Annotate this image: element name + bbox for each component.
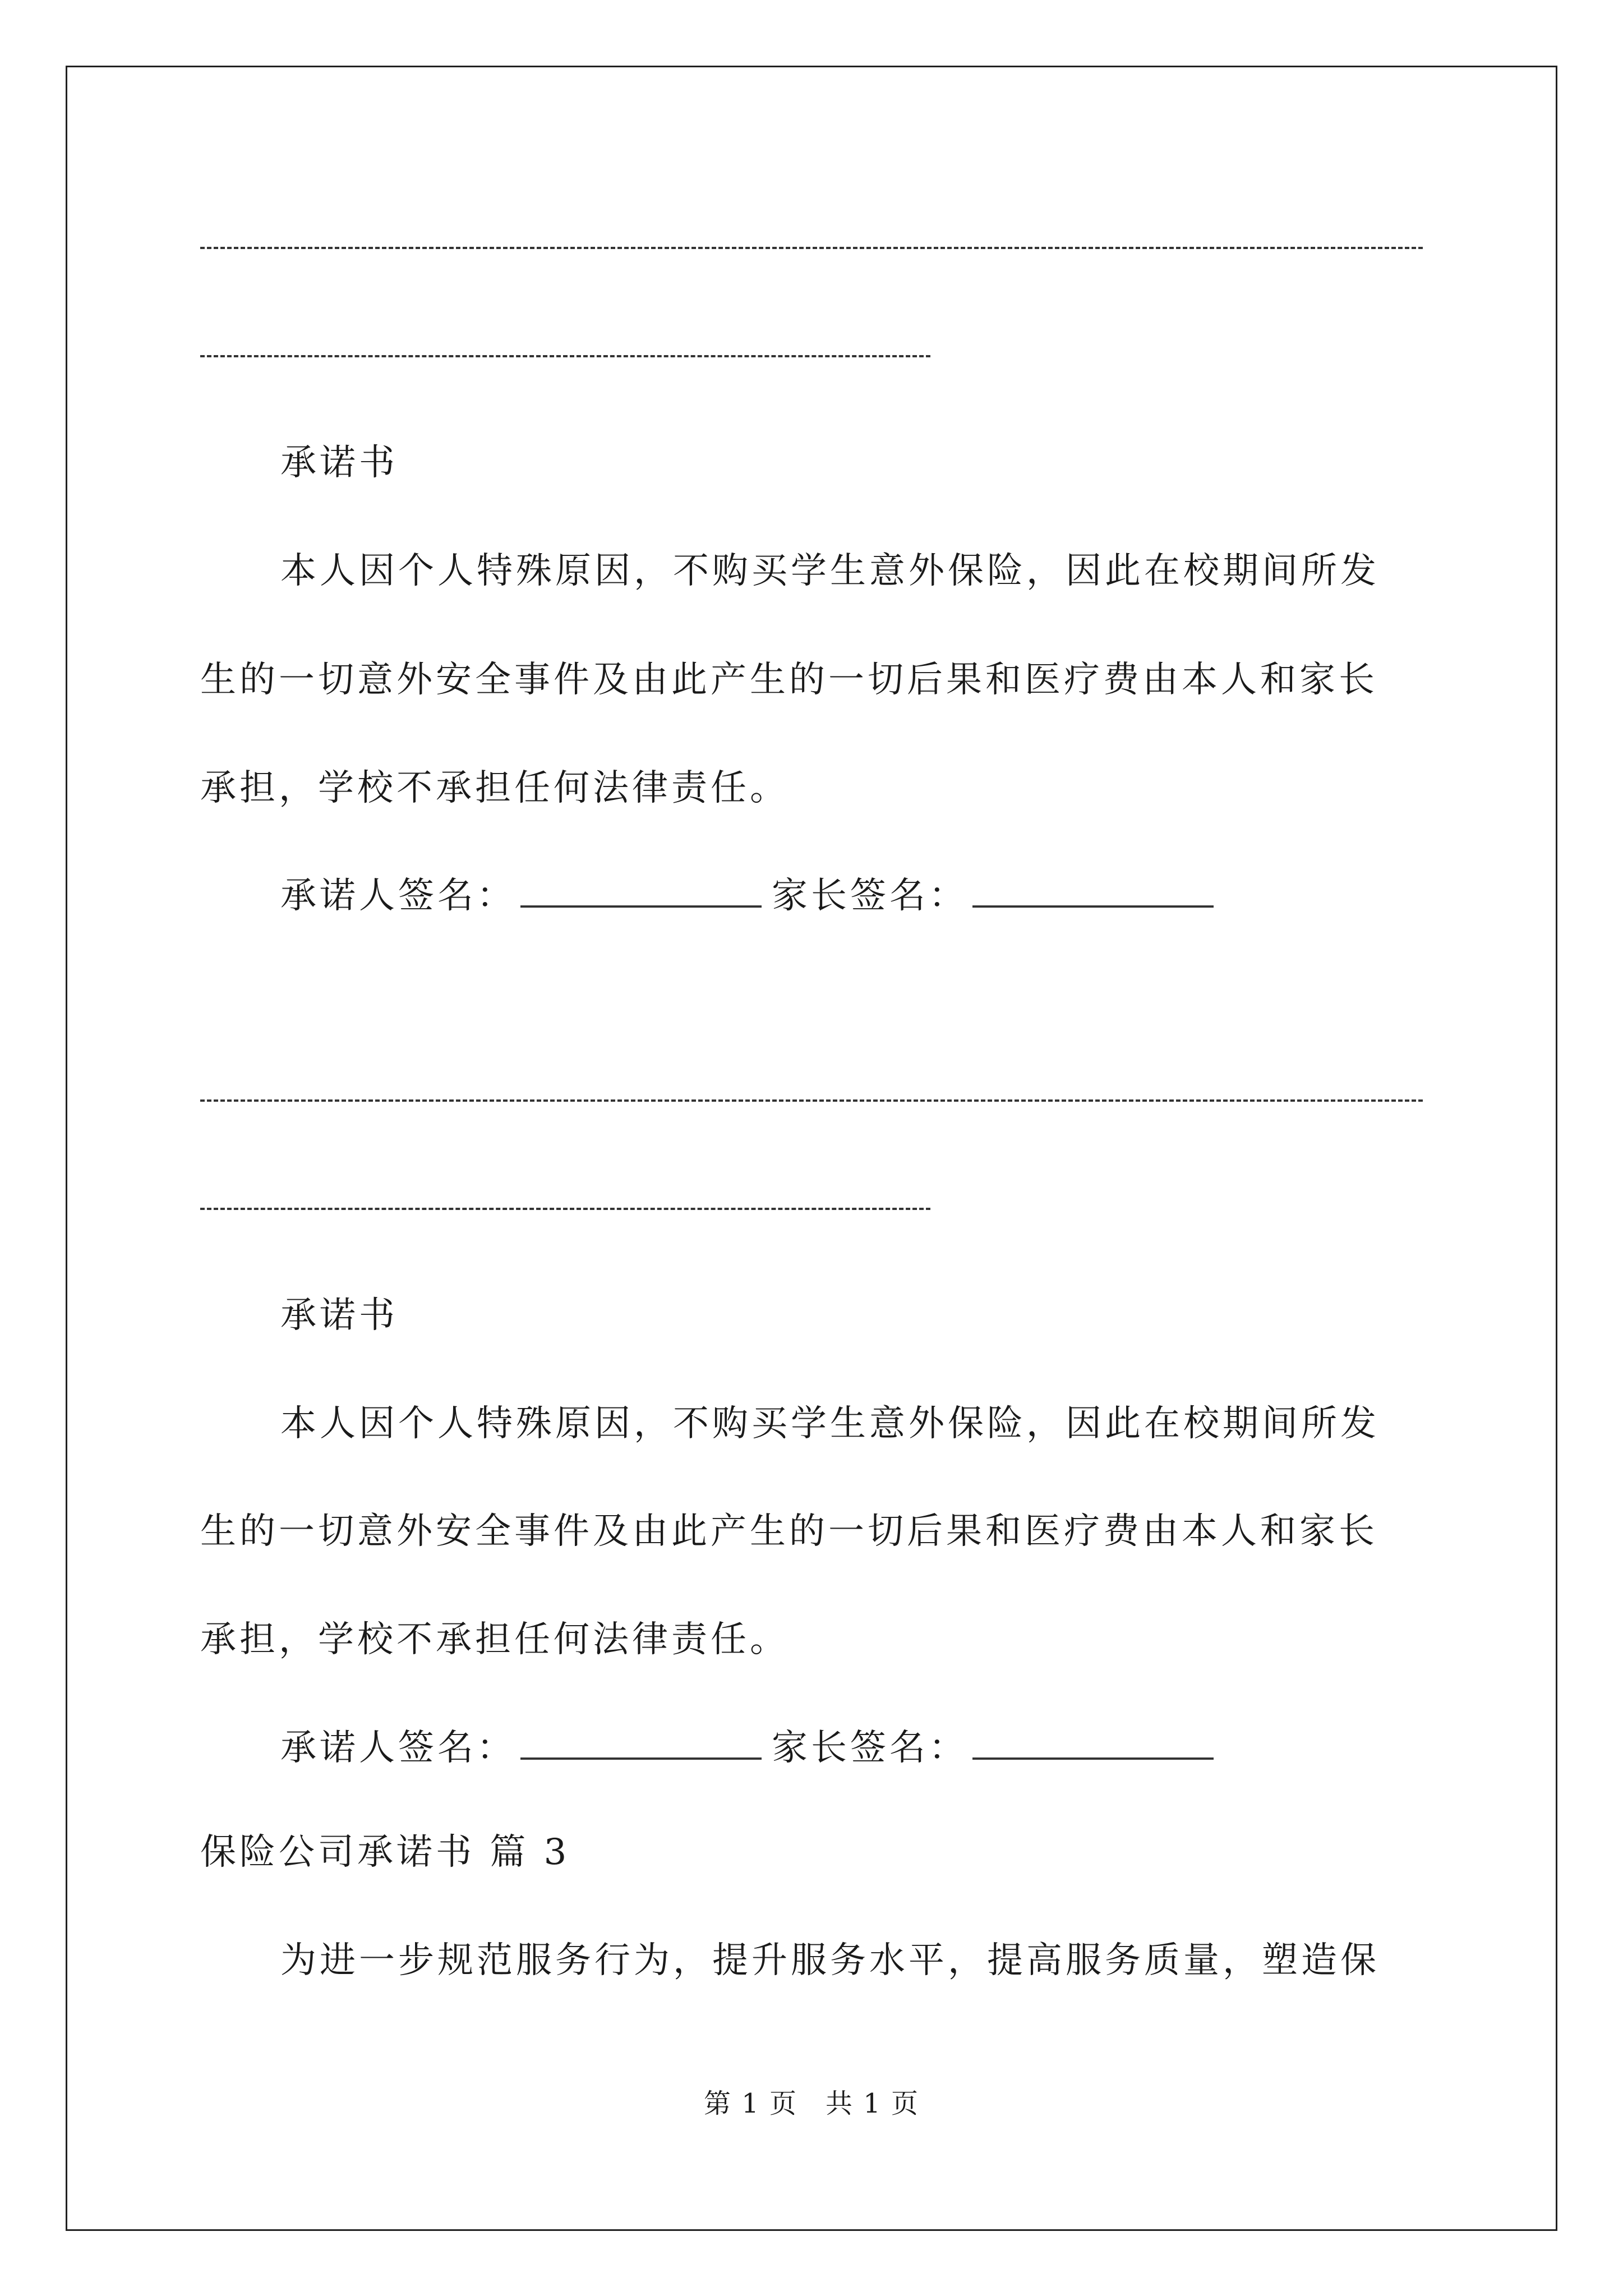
parent-signature-blank (972, 905, 1214, 908)
parent-signature-label: 家长签名： (772, 1727, 968, 1769)
section-title: 承诺书 (280, 1295, 398, 1336)
dashed-separator (200, 1099, 1423, 1102)
page-total: 共 1 页 (826, 2088, 920, 2119)
parent-signature-blank (972, 1757, 1214, 1760)
body-line: 本人因个人特殊原因，不购买学生意外保险，因此在校期间所发 (280, 550, 1380, 592)
body-line: 本人因个人特殊原因，不购买学生意外保险，因此在校期间所发 (280, 1403, 1380, 1444)
signature-line (280, 1726, 1214, 1770)
signature-line (280, 873, 1214, 918)
parent-signature-label: 家长签名： (772, 875, 968, 917)
body-line: 承担，学校不承担任何法律责任。 (200, 767, 789, 809)
section-title: 承诺书 (280, 442, 398, 484)
dashed-separator (200, 1208, 930, 1210)
page-border (66, 66, 1557, 2231)
signature-blank (520, 1757, 762, 1760)
page-number: 第 1 页 (703, 2088, 797, 2119)
signature-label: 承诺人签名： (280, 875, 516, 917)
page-footer (0, 2087, 1623, 2120)
signature-label: 承诺人签名： (280, 1727, 516, 1769)
body-line: 为进一步规范服务行为，提升服务水平，提高服务质量，塑造保 (280, 1940, 1380, 1981)
dashed-separator (200, 247, 1423, 249)
signature-blank (520, 905, 762, 908)
body-line: 生的一切意外安全事件及由此产生的一切后果和医疗费由本人和家长 (200, 659, 1378, 701)
body-line: 生的一切意外安全事件及由此产生的一切后果和医疗费由本人和家长 (200, 1511, 1378, 1552)
body-line: 承担，学校不承担任何法律责任。 (200, 1619, 789, 1660)
article-heading: 保险公司承诺书 篇 3 (200, 1832, 570, 1873)
dashed-separator (200, 355, 930, 357)
